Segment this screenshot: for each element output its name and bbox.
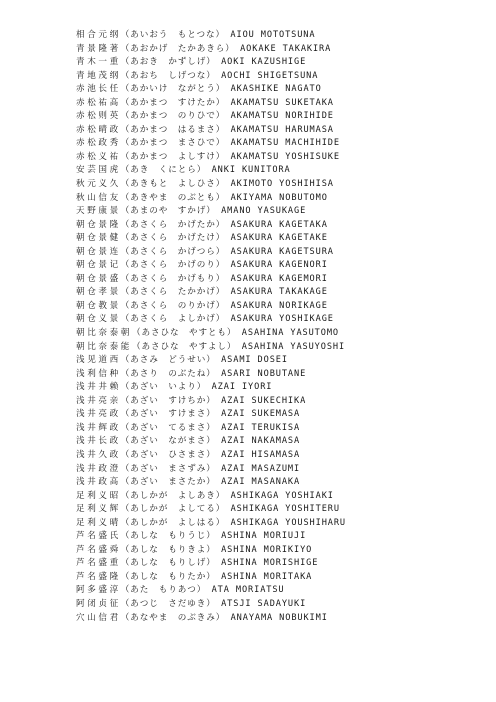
- name-romanization: AKAMATSU MACHIHIDE: [230, 138, 340, 149]
- name-reading: （あた もりあつ）: [120, 585, 207, 596]
- name-kanji: 赤松则英: [76, 111, 121, 122]
- list-item: [76, 286, 476, 300]
- list-item: [76, 192, 476, 206]
- name-kanji: 浅见道西: [76, 355, 121, 366]
- name-romanization: ASHINA MORISHIGE: [221, 558, 319, 569]
- name-kanji: 朝仓景记: [76, 260, 121, 271]
- list-item: [76, 29, 476, 43]
- name-kanji: 浅井辉政: [76, 422, 121, 433]
- name-kanji: 芦名盛舜: [76, 544, 121, 555]
- name-romanization: ASARI NOBUTANE: [221, 368, 307, 379]
- name-reading: （あさみ どうせい）: [120, 355, 216, 366]
- name-reading: （あざい いより）: [120, 382, 207, 393]
- name-kanji: 赤松晴政: [76, 124, 121, 135]
- name-kanji: 浅利信种: [76, 368, 121, 379]
- name-kanji: 穴山信君: [76, 612, 121, 623]
- name-kanji: 朝仓景隆: [76, 219, 121, 230]
- name-kanji: 阿多盛淳: [76, 585, 121, 596]
- name-reading: （あいおう もとつな）: [120, 30, 226, 40]
- list-item: [76, 517, 476, 531]
- name-reading: （あさひな やすとも）: [131, 328, 237, 339]
- list-item: [76, 571, 476, 585]
- name-romanization: AKAMATSU YOSHISUKE: [230, 151, 340, 162]
- name-kanji: 朝仓景盛: [76, 273, 121, 284]
- list-item: [76, 56, 476, 70]
- list-item: [76, 476, 476, 490]
- name-kanji: 天野康景: [76, 206, 121, 217]
- list-item: [76, 110, 476, 124]
- list-item: [76, 435, 476, 449]
- list-item: [76, 368, 476, 382]
- list-item: [76, 341, 476, 355]
- name-reading: （あかまつ のりひで）: [120, 111, 226, 122]
- name-kanji: 朝仓孝景: [76, 287, 121, 298]
- name-romanization: AZAI MASANAKA: [221, 477, 301, 488]
- list-item: [76, 449, 476, 463]
- name-reading: （あおち しげつな）: [120, 70, 216, 81]
- name-kanji: 浅井长政: [76, 436, 121, 447]
- name-reading: （あさくら かげのり）: [120, 260, 226, 271]
- list-item: [76, 151, 476, 165]
- name-kanji: 安芸国虎: [76, 165, 121, 176]
- name-kanji: 芦名盛隆: [76, 571, 121, 582]
- name-romanization: ANKI KUNITORA: [211, 165, 291, 176]
- name-reading: （あかまつ はるまさ）: [120, 124, 226, 135]
- name-romanization: AOCHI SHIGETSUNA: [221, 70, 319, 81]
- name-kanji: 朝仓义景: [76, 314, 121, 325]
- name-kanji: 浅井亮政: [76, 409, 121, 420]
- name-kanji: 青景隆著: [76, 43, 121, 54]
- list-item: [76, 273, 476, 287]
- name-romanization: AMANO YASUKAGE: [221, 206, 307, 217]
- name-reading: （あさくら のりかげ）: [120, 300, 226, 311]
- name-reading: （あざい まさたか）: [120, 477, 216, 488]
- name-reading: （あきやま のぶとも）: [120, 192, 226, 203]
- list-item: [76, 97, 476, 111]
- name-reading: （あなやま のぶきみ）: [120, 612, 226, 623]
- name-reading: （あき くにとら）: [120, 165, 207, 176]
- name-romanization: ANAYAMA NOBUKIMI: [230, 612, 328, 623]
- list-item: [76, 381, 476, 395]
- name-romanization: AKIYAMA NOBUTOMO: [230, 192, 328, 203]
- name-kanji: 阿闭贞征: [76, 598, 121, 609]
- name-romanization: ASHINA MORIKIYO: [221, 544, 313, 555]
- name-romanization: ASHIKAGA YOSHITERU: [230, 504, 340, 515]
- list-item: [76, 557, 476, 571]
- name-romanization: AIOU MOTOTSUNA: [230, 30, 316, 40]
- name-romanization: AKIMOTO YOSHIHISA: [230, 179, 334, 190]
- name-reading: （あざい ひさまさ）: [120, 449, 216, 460]
- name-romanization: ASAKURA KAGETAKA: [230, 219, 328, 230]
- name-kanji: 浅井亮亲: [76, 395, 121, 406]
- name-kanji: 朝比奈泰能: [76, 341, 132, 352]
- name-reading: （あかいけ ながとう）: [120, 84, 226, 95]
- name-kanji: 足利义昭: [76, 490, 121, 501]
- name-romanization: ASHINA MORIUJI: [221, 531, 307, 542]
- name-reading: （あかまつ まさひで）: [120, 138, 226, 149]
- name-romanization: ASAHINA YASUTOMO: [241, 328, 339, 339]
- name-reading: （あしかが よしてる）: [120, 504, 226, 515]
- list-item: [76, 584, 476, 598]
- name-kanji: 赤松政秀: [76, 138, 121, 149]
- name-romanization: ASAKURA YOSHIKAGE: [230, 314, 334, 325]
- name-reading: （あざい すけまさ）: [120, 409, 216, 420]
- list-item: [76, 246, 476, 260]
- name-kanji: 秋山信友: [76, 192, 121, 203]
- name-romanization: AZAI TERUKISA: [221, 422, 301, 433]
- name-reading: （あしかが よしあき）: [120, 490, 226, 501]
- name-reading: （あおかげ たかあきら）: [120, 43, 235, 54]
- name-reading: （あざい ながまさ）: [120, 436, 216, 447]
- list-item: [76, 544, 476, 558]
- name-romanization: AZAI HISAMASA: [221, 449, 301, 460]
- name-kanji: 赤松义祐: [76, 151, 121, 162]
- name-kanji: 赤松祐高: [76, 97, 121, 108]
- name-romanization: AKASHIKE NAGATO: [230, 84, 322, 95]
- name-reading: （あしな もりきよ）: [120, 544, 216, 555]
- name-reading: （あしな もりしげ）: [120, 558, 216, 569]
- name-kanji: 相合元纲: [76, 30, 121, 40]
- name-romanization: ASHIKAGA YOSHIAKI: [230, 490, 334, 501]
- list-item: [76, 219, 476, 233]
- name-reading: （あさくら よしかげ）: [120, 314, 226, 325]
- list-item: [76, 83, 476, 97]
- name-reading: （あさくら かげもり）: [120, 273, 226, 284]
- name-reading: （あしな もりうじ）: [120, 531, 216, 542]
- name-romanization: AKAMATSU SUKETAKA: [230, 97, 334, 108]
- name-reading: （あしかが よしはる）: [120, 517, 226, 528]
- list-item: [76, 205, 476, 219]
- list-item: [76, 408, 476, 422]
- name-romanization: ASAKURA KAGENORI: [230, 260, 328, 271]
- list-item: [76, 530, 476, 544]
- name-kanji: 足利义辉: [76, 504, 121, 515]
- name-kanji: 朝比奈泰朝: [76, 328, 132, 339]
- name-list: [76, 29, 476, 625]
- name-reading: （あさくら かげつら）: [120, 246, 226, 257]
- list-item: [76, 327, 476, 341]
- list-item: [76, 463, 476, 477]
- list-item: [76, 422, 476, 436]
- name-romanization: AZAI SUKEMASA: [221, 409, 301, 420]
- name-kanji: 朝仓景健: [76, 233, 121, 244]
- list-item: [76, 124, 476, 138]
- name-kanji: 赤池长任: [76, 84, 121, 95]
- name-reading: （あざい まさずみ）: [120, 463, 216, 474]
- name-reading: （あざい てるまさ）: [120, 422, 216, 433]
- list-item: [76, 300, 476, 314]
- list-item: [76, 313, 476, 327]
- name-romanization: ASAMI DOSEI: [221, 355, 288, 366]
- name-reading: （あつじ さだゆき）: [120, 598, 216, 609]
- name-romanization: ASAKURA KAGETAKE: [230, 233, 328, 244]
- list-item: [76, 232, 476, 246]
- name-romanization: ASAKURA NORIKAGE: [230, 300, 328, 311]
- name-reading: （あさくら たかかげ）: [120, 287, 226, 298]
- name-reading: （あざい すけちか）: [120, 395, 216, 406]
- list-item: [76, 259, 476, 273]
- list-item: [76, 164, 476, 178]
- name-romanization: AZAI MASAZUMI: [221, 463, 301, 474]
- name-romanization: AKAMATSU HARUMASA: [230, 124, 334, 135]
- name-kanji: 芦名盛重: [76, 558, 121, 569]
- name-romanization: ASHINA MORITAKA: [221, 571, 313, 582]
- name-reading: （あさひな やすよし）: [131, 341, 237, 352]
- name-reading: （あかまつ よしすけ）: [120, 151, 226, 162]
- name-kanji: 青木一重: [76, 57, 121, 68]
- name-reading: （あきもと よしひさ）: [120, 179, 226, 190]
- name-kanji: 朝仓景连: [76, 246, 121, 257]
- name-romanization: ASAHINA YASUYOSHI: [241, 341, 346, 352]
- name-kanji: 青地茂纲: [76, 70, 121, 81]
- name-kanji: 芦名盛氏: [76, 531, 121, 542]
- name-kanji: 浅井井赖: [76, 382, 121, 393]
- name-romanization: AKAMATSU NORIHIDE: [230, 111, 334, 122]
- name-romanization: AZAI NAKAMASA: [221, 436, 301, 447]
- list-item: [76, 70, 476, 84]
- name-romanization: AOKAKE TAKAKIRA: [240, 43, 332, 54]
- name-romanization: AZAI IYORI: [211, 382, 273, 393]
- list-item: [76, 612, 476, 626]
- name-romanization: AZAI SUKECHIKA: [221, 395, 307, 406]
- name-kanji: 秋元义久: [76, 179, 121, 190]
- name-reading: （あさり のぶたね）: [120, 368, 216, 379]
- list-item: [76, 178, 476, 192]
- list-item: [76, 503, 476, 517]
- name-romanization: ASHIKAGA YOUSHIHARU: [230, 517, 346, 528]
- name-reading: （あさくら かげたか）: [120, 219, 226, 230]
- list-item: [76, 395, 476, 409]
- name-kanji: 朝仓教景: [76, 300, 121, 311]
- name-kanji: 浅井久政: [76, 449, 121, 460]
- list-item: [76, 354, 476, 368]
- name-reading: （あおき かずしげ）: [120, 57, 216, 68]
- name-reading: （あかまつ すけたか）: [120, 97, 226, 108]
- name-kanji: 浅井政澄: [76, 463, 121, 474]
- name-kanji: 浅井政高: [76, 477, 121, 488]
- list-item: [76, 598, 476, 612]
- name-romanization: ATA MORIATSU: [211, 585, 285, 596]
- name-reading: （あまのや すかげ）: [120, 206, 216, 217]
- list-item: [76, 490, 476, 504]
- name-romanization: ATSJI SADAYUKI: [221, 598, 307, 609]
- name-reading: （あさくら かげたけ）: [120, 233, 226, 244]
- name-romanization: ASAKURA KAGEMORI: [230, 273, 328, 284]
- name-romanization: ASAKURA KAGETSURA: [230, 246, 334, 257]
- name-romanization: AOKI KAZUSHIGE: [221, 57, 307, 68]
- name-kanji: 足利义晴: [76, 517, 121, 528]
- list-item: [76, 137, 476, 151]
- name-reading: （あしな もりたか）: [120, 571, 216, 582]
- name-romanization: ASAKURA TAKAKAGE: [230, 287, 328, 298]
- list-item: [76, 43, 476, 57]
